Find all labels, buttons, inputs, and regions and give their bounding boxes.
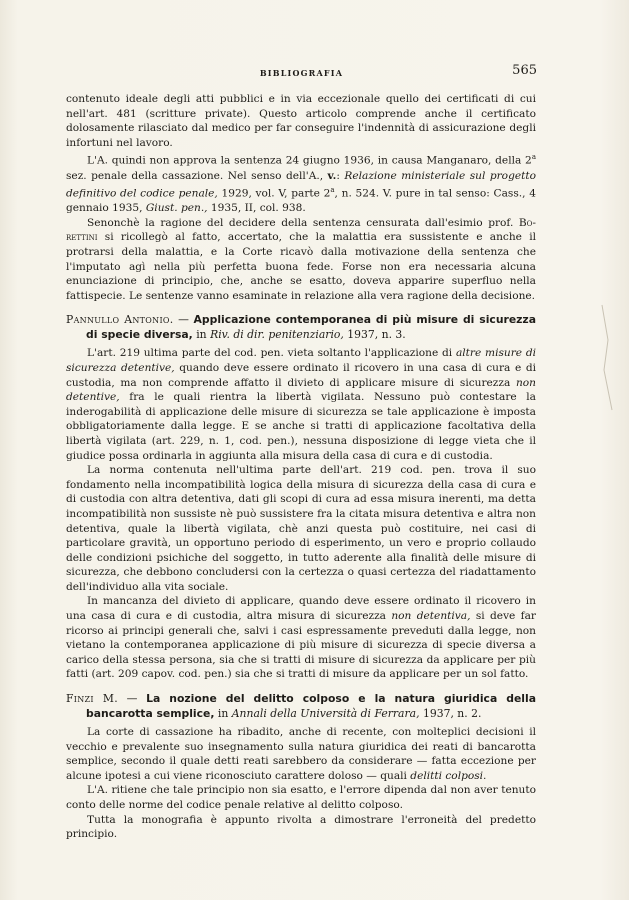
text-run: sez. penale della cassazione. Nel senso dell'A., <box>66 169 328 182</box>
text-run: in <box>192 328 211 342</box>
paragraph <box>66 346 536 463</box>
paragraph <box>66 92 536 150</box>
text-run: fra le quali rientra la libertà vigilata. Nessuno può contestare la inderogabilità di applicazione delle misure di sicurezza se tale applicazione è imposta obbligatoriamente dalla legge. E se anche si tratti di applicazione facoltativa della libertà vigilata (art. 229, n. 1, cod. pen.), nessuna disposizione di legge vieta che il giudice possa ordinarla in aggiunta alla misura della casa di cura e di custodia. <box>66 391 536 462</box>
paragraph-text: Tutta la monografia è appunto rivolta a dimostrare l'erroneità del predetto principio. <box>66 813 536 841</box>
author-name: Borettini <box>66 216 536 244</box>
entry-author: Pannullo Antonio. <box>66 313 174 327</box>
text-run: in <box>214 707 232 721</box>
text-run: — <box>173 313 194 327</box>
text-run: quando deve essere ordinato il ricovero in una casa di cura e di custodia, ma non comprende affatto il divieto di applicare misure di sicurezza <box>66 361 536 389</box>
text-run: L'art. 219 ultima parte del cod. pen. vieta soltanto l'applicazione di <box>87 347 456 360</box>
italic-text: delitti colposi. <box>410 769 487 782</box>
running-head: BIBLIOGRAFIA <box>259 68 344 78</box>
superscript: a <box>330 186 335 195</box>
italic-text: non detentive, <box>66 376 536 404</box>
superscript: a <box>531 153 536 162</box>
paragraph <box>66 150 536 215</box>
paragraph <box>66 783 536 812</box>
entry-journal: Riv. di dir. penitenziario, <box>210 328 344 342</box>
paragraph-text: La norma contenuta nell'ultima parte dell'art. 219 cod. pen. trova il suo fondamento nella incompatibilità logica della misura di sicurezza della casa di cura e di custodia con altra detentiva, dati gli scopi di cura ad essa misura inerenti, ma detta incompatibilità non sussiste nè può sussistere fra la citata misura detentiva e altra non detentiva, quale la libertà vigilata, chè anzi questa può costituire, nei casi di particolare gravità, un opportuno periodo di esperimento, un vero e proprio collaudo delle condizioni psichiche del soggetto, in tutto aderente alla finalità delle misure di sicurezza, che debbono concludersi con la certezza o quasi certezza del riadattamento dell'individuo alla vita sociale. <box>66 464 536 593</box>
entry-author: Finzi M. <box>66 692 118 706</box>
text-run: : <box>336 169 345 182</box>
page-header <box>66 62 537 80</box>
paragraph-text: contenuto ideale degli atti pubblici e in via eccezionale quello dei certificati di cui nell'art. 481 (scritture private). Questo articolo comprende anche il certificato dolosamente rilasciato dal medico per far conseguire l'indennità di assicurazione degli infortuni nel lavoro. <box>66 93 536 149</box>
italic-citation: Giust. pen., <box>145 202 208 215</box>
bibliography-entry <box>66 691 536 721</box>
text-run: 1937, n. 3. <box>343 328 406 342</box>
text-run: 1929, vol. V, parte 2 <box>217 187 331 200</box>
italic-citation: Relazione ministeriale sul progetto definitivo del codice penale, <box>66 169 537 200</box>
text-run: si ricollegò al fatto, accertato, che la malattia era sussistente e anche il protrarsi della malattia, e la Corte ricavò dalla motivazione della sentenza che l'imputato agì nella più perfetta buona fede. Forse non era necessaria alcuna enunciazione di principio, che, anche se esatto, doveva apparire superfluo nella fattispecie. Le sentenze vanno esaminate in relazione alla vera ragione della decisione. <box>66 231 536 302</box>
text-run: — <box>117 692 147 706</box>
pencil-mark-icon <box>598 300 618 420</box>
text-run: , n. 524. V. pure in tal senso: Cass., 4 gennaio 1935, <box>66 187 536 215</box>
paragraph <box>66 594 536 682</box>
italic-text: altre misure di sicurezza detentive, <box>66 347 536 374</box>
text-run: La corte di cassazione ha ribadito, anche di recente, con molteplici decisioni il vecchio e prevalente suo insegnamento sulla natura giuridica dei reati di bancarotta semplice, secondo il quale detti reati sarebbero da considerare — fatta eccezione per alcune ipotesi a cui viene riconosciuto carattere doloso — quali <box>66 726 536 782</box>
entry-title: La nozione del delitto colposo e la natura giuridica della bancarotta semplice, <box>86 692 536 721</box>
text-run: v. <box>327 169 337 182</box>
text-run: In mancanza del divieto di applicare, quando deve essere ordinato il ricovero in una casa di cura e di custodia, altra misura di sicurezza <box>66 595 536 623</box>
paragraph <box>66 813 536 842</box>
italic-text: non detentiva, <box>391 610 471 623</box>
text-run: si deve far ricorso ai principi generali che, salvi i casi espressamente preveduti dalla legge, non vietano la contemporanea applicazione di più misure di sicurezza di specie diversa a carico della stessa persona, sia che si tratti di misure di sicurezza da applicare per più fatti (art. 209 capov. cod. pen.) sia che si tratti di misure da applicare per un sol fatto. <box>66 610 536 681</box>
paragraph <box>66 216 536 304</box>
entry-title: Applicazione contemporanea di più misure di sicurezza di specie diversa, <box>86 313 537 342</box>
paragraph <box>66 725 536 783</box>
text-run: Senonchè la ragione del decidere della sentenza censurata dall'esimio prof. <box>87 216 519 229</box>
text-run: 1937, n. 2. <box>419 707 482 721</box>
text-run: L'A. quindi non approva la sentenza 24 giugno 1936, in causa Manganaro, della 2 <box>87 154 532 167</box>
text-run: 1935, II, col. 938. <box>207 202 306 215</box>
entry-journal: Annali della Università di Ferrara, <box>231 707 420 721</box>
paragraph-text: L'A. ritiene che tale principio non sia esatto, e l'errore dipenda dal non aver tenuto conto delle norme del codice penale relative al delitto colposo. <box>66 784 536 811</box>
body-text <box>66 92 536 842</box>
paragraph <box>66 463 536 594</box>
page-number: 565 <box>512 63 537 78</box>
bibliography-entry <box>66 312 536 342</box>
